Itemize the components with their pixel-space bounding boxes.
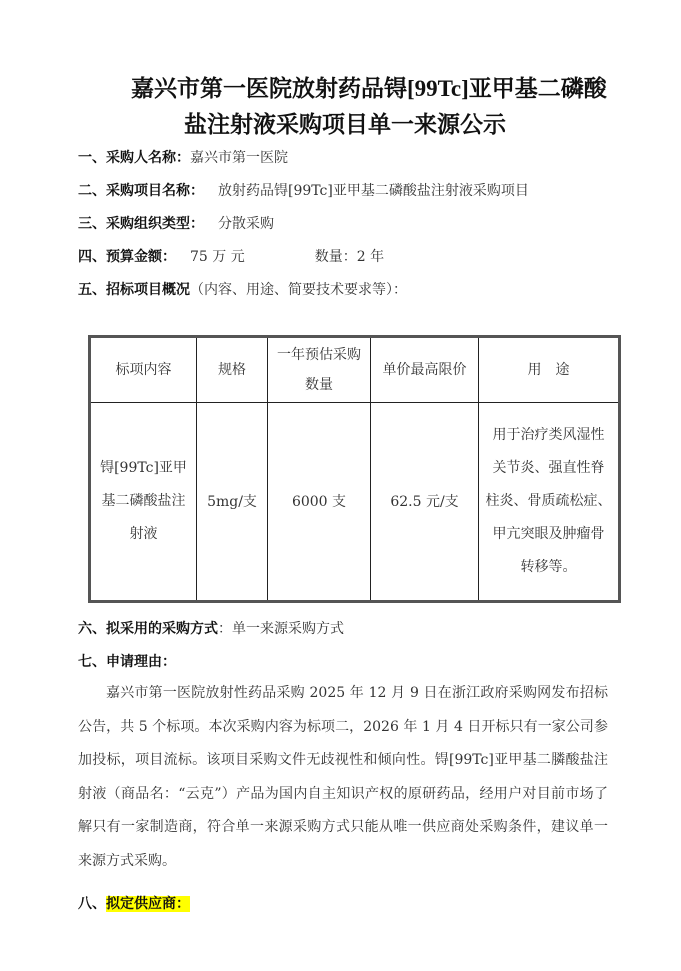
table-header-row (90, 337, 620, 403)
purchaser-name: 嘉兴市第一医院 (190, 150, 288, 166)
section-label: 四、预算金额： (78, 249, 176, 265)
overview-note: （内容、用途、简要技术要求等）： (190, 282, 407, 298)
document-title-line-2: 盐注射液采购项目单一来源公示 (184, 112, 506, 138)
section-label: 七、申请理由： (78, 654, 176, 670)
section-label: 一、采购人名称： (78, 150, 190, 166)
section-budget (78, 246, 384, 266)
section-purchaser (78, 147, 288, 167)
supplier-label-highlighted: 拟定供应商： (106, 896, 190, 912)
table-row (90, 403, 620, 602)
cell-item-name (90, 403, 197, 602)
use-line: 转移等。 (520, 559, 577, 575)
item-name-line: 锝[99Tc]亚甲 (100, 460, 187, 476)
header-item: 标项内容 (90, 337, 197, 403)
section-label: 三、采购组织类型： (78, 216, 204, 232)
org-type: 分散采购 (218, 216, 274, 232)
use-line: 关节炎、强直性脊 (492, 460, 605, 476)
header-quantity-line2: 数量 (305, 377, 333, 393)
header-spec: 规格 (197, 337, 268, 403)
use-line: 甲亢突眼及肿瘤骨 (492, 526, 605, 542)
cell-spec: 5mg/支 (197, 403, 268, 602)
title-prefix: 嘉兴市第一医院放射药品锝 (131, 76, 407, 102)
section-label: 二、采购项目名称： (78, 183, 204, 199)
section-label: 五、招标项目概况 (78, 282, 190, 298)
section-org-type (78, 213, 274, 233)
section-reason (78, 651, 176, 671)
item-name-line: 基二磷酸盐注 (101, 493, 186, 509)
title-isotope: [99Tc] (407, 76, 469, 101)
title-suffix: 亚甲基二磷酸 (468, 76, 607, 102)
section-label: 六、拟采用的采购方式 (78, 621, 218, 637)
use-line: 用于治疗类风湿性 (492, 427, 605, 443)
cell-quantity: 6000 支 (268, 403, 371, 602)
cell-use (479, 403, 620, 602)
section-project-name (78, 180, 529, 200)
section-overview (78, 279, 407, 299)
header-quantity (268, 337, 371, 403)
quantity-value: 2 年 (356, 249, 385, 265)
section-prefix: 八、 (78, 896, 106, 912)
reason-paragraph: 嘉兴市第一医院放射性药品采购 2025 年 12 月 9 日在浙江政府采购网发布招标公告，共 5 个标项。本次采购内容为标项二，2026 年 1 月 4 日开标只有一家公司参加投标，项目流标。该项目采购文件无歧视性和倾向性。锝[99Tc]亚甲基二膦酸盐注射液（商品名：“云克”）产品为国内自主知识产权的原研药品，经用户对目前市场了解只有一家制造商，符合单一来源采购方式只能从唯一供应商处采购条件，建议单一来源方式采购。 (78, 685, 608, 869)
header-price: 单价最高限价 (371, 337, 479, 403)
header-quantity-line1: 一年预估采购 (277, 347, 361, 363)
section-supplier (78, 893, 190, 913)
quantity-label: 数量： (314, 249, 357, 265)
item-name-line: 射液 (129, 526, 158, 542)
cell-price: 62.5 元/支 (371, 403, 479, 602)
header-use: 用 途 (479, 337, 620, 403)
section-colon: ： (218, 621, 232, 637)
document-title-line-1 (131, 70, 681, 103)
budget-amount: 75 万 元 (190, 249, 245, 265)
use-line: 柱炎、骨质疏松症、 (485, 493, 612, 509)
section-method (78, 618, 344, 638)
procurement-method: 单一来源采购方式 (232, 621, 344, 637)
project-name: 放射药品锝[99Tc]亚甲基二磷酸盐注射液采购项目 (218, 183, 529, 199)
project-table (88, 335, 621, 603)
